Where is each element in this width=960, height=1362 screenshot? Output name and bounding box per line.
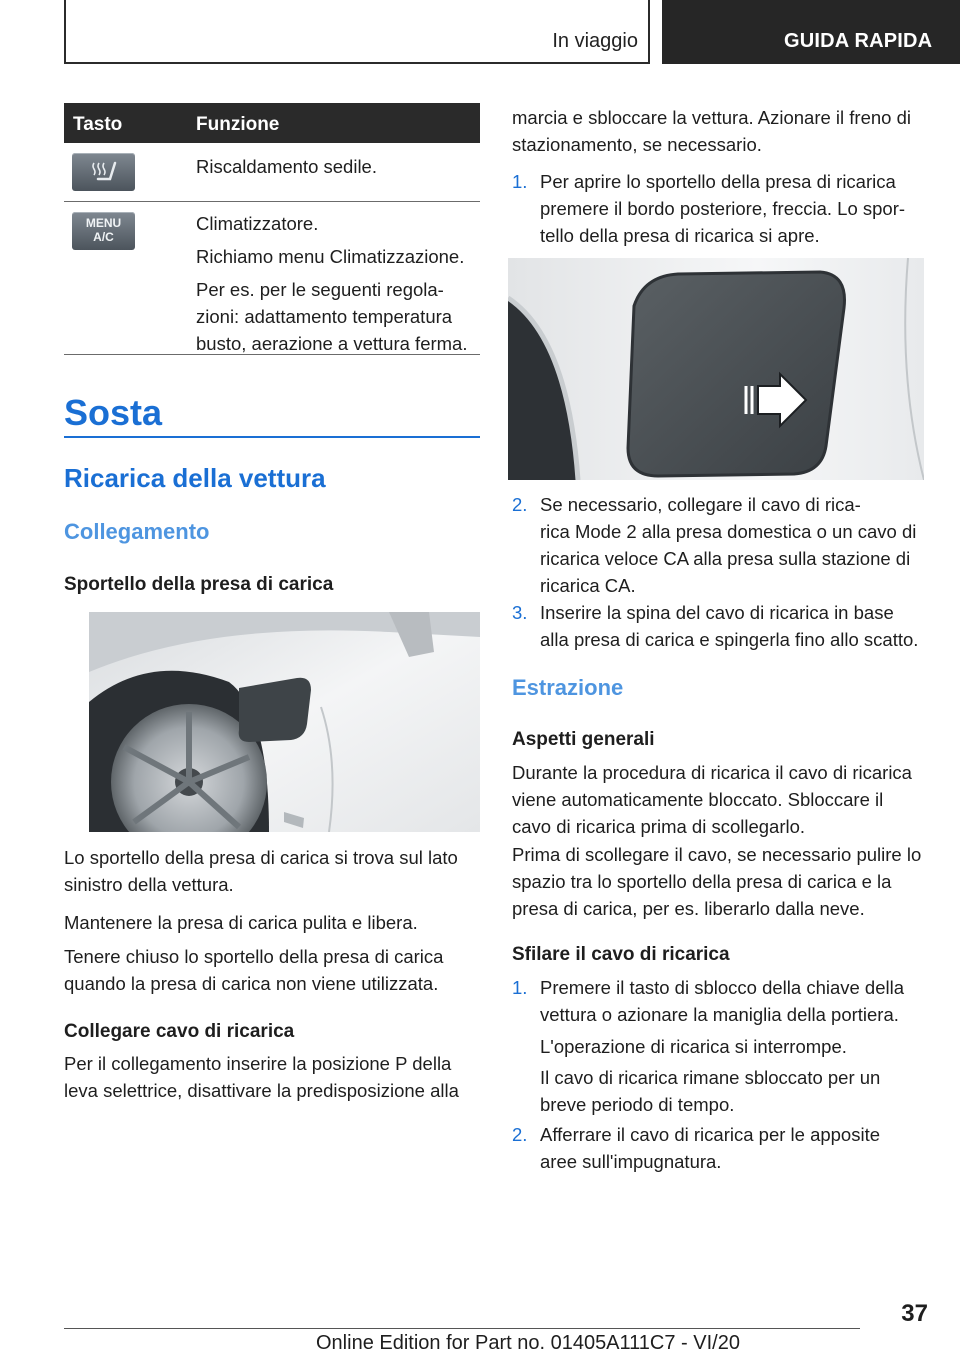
heading-sportello: Sportello della presa di carica xyxy=(64,574,334,595)
key-label-ac: A/C xyxy=(93,230,114,244)
heading-ricarica: Ricarica della vettura xyxy=(64,463,326,493)
list-text: Per aprire lo sportello della presa di ricarica premere il bordo posteriore, freccia. Lo spor- tello della presa di ricarica si apre. xyxy=(540,171,906,246)
column-header-function: Funzione xyxy=(196,114,280,135)
list-number: 2. xyxy=(512,1124,528,1145)
heading-aspetti: Aspetti generali xyxy=(512,729,655,750)
list-item xyxy=(512,1121,932,1177)
list-text: Inserire la spina del cavo di ricarica in base alla presa di carica e spingerla fino allo scatto. xyxy=(540,602,919,650)
list-text: Afferrare il cavo di ricarica per le apposite aree sull'impugnatura. xyxy=(540,1124,881,1172)
paragraph-keep-closed: Tenere chiuso lo sportello della presa di carica quando la presa di carica non viene utilizzata. xyxy=(64,946,444,994)
function-climate-menu: Richiamo menu Climatizzazione. xyxy=(196,246,465,267)
list-number: 1. xyxy=(512,977,528,998)
table-header xyxy=(64,103,480,143)
paragraph-connect: Per il collegamento inserire la posizione P della leva selettrice, disattivare la predisposizione alla xyxy=(64,1053,459,1101)
function-table xyxy=(64,103,480,355)
car-charging-flap-photo xyxy=(89,612,480,832)
function-climate-example: Per es. per le seguenti regola- zioni: adattamento temperatura busto, aerazione a vettura ferma. xyxy=(196,279,468,354)
header-section-label: In viaggio xyxy=(552,30,638,52)
list-item xyxy=(512,168,932,252)
footer-edition: Online Edition for Part no. 01405A111C7 - VI/20 xyxy=(316,1332,740,1354)
table-row xyxy=(64,202,480,355)
list-number: 3. xyxy=(512,602,528,623)
function-seat-heating: Riscaldamento sedile. xyxy=(196,156,377,177)
seat-heating-icon xyxy=(72,153,135,191)
list-item xyxy=(512,491,932,601)
paragraph-unlocked-briefly: Il cavo di ricarica rimane sbloccato per un breve periodo di tempo. xyxy=(540,1067,881,1115)
paragraph-charging-stops: L'operazione di ricarica si interrompe. xyxy=(540,1036,847,1057)
heading-collegamento: Collegamento xyxy=(64,519,210,544)
column-header-key: Tasto xyxy=(73,114,123,135)
list-item xyxy=(512,599,932,655)
heading-estrazione: Estrazione xyxy=(512,675,624,700)
list-text: Se necessario, collegare il cavo di rica- rica Mode 2 alla presa domestica o un cavo di ricarica veloce CA alla presa sulla stazione di ricarica CA. xyxy=(540,494,917,596)
list-item xyxy=(512,974,932,1030)
page-number: 37 xyxy=(901,1300,928,1327)
function-climate xyxy=(196,210,480,363)
section-rule xyxy=(64,436,480,438)
heading-collegare: Collegare cavo di ricarica xyxy=(64,1021,295,1042)
paragraph-keep-clean: Mantenere la presa di carica pulita e libera. xyxy=(64,912,418,933)
footer-rule xyxy=(64,1328,860,1329)
section-title-sosta: Sosta xyxy=(64,392,163,433)
heading-sfilare: Sfilare il cavo di ricarica xyxy=(512,944,730,965)
paragraph-continued: marcia e sbloccare la vettura. Azionare il freno di stazionamento, se necessario. xyxy=(512,107,911,155)
charging-flap-closeup-photo xyxy=(508,258,924,480)
table-row xyxy=(64,143,480,202)
key-label-menu: MENU xyxy=(85,216,122,230)
list-text: Premere il tasto di sblocco della chiave della vettura o azionare la maniglia della portiera. xyxy=(540,977,905,1025)
function-climate-title: Climatizzatore. xyxy=(196,213,319,234)
paragraph-flap-location: Lo sportello della presa di carica si trova sul lato sinistro della vettura. xyxy=(64,847,458,895)
list-number: 2. xyxy=(512,494,528,515)
paragraph-clean-space: Prima di scollegare il cavo, se necessario pulire lo spazio tra lo sportello della presa di carica e la presa di carica, per es. liberarlo dalla neve. xyxy=(512,844,922,919)
header-chapter-label: GUIDA RAPIDA xyxy=(784,30,933,52)
list-number: 1. xyxy=(512,171,528,192)
paragraph-locked: Durante la procedura di ricarica il cavo di ricarica viene automaticamente bloccato. Sbloccare il cavo di ricarica prima di scollegarlo. xyxy=(512,762,912,837)
menu-ac-key-icon xyxy=(72,212,135,250)
